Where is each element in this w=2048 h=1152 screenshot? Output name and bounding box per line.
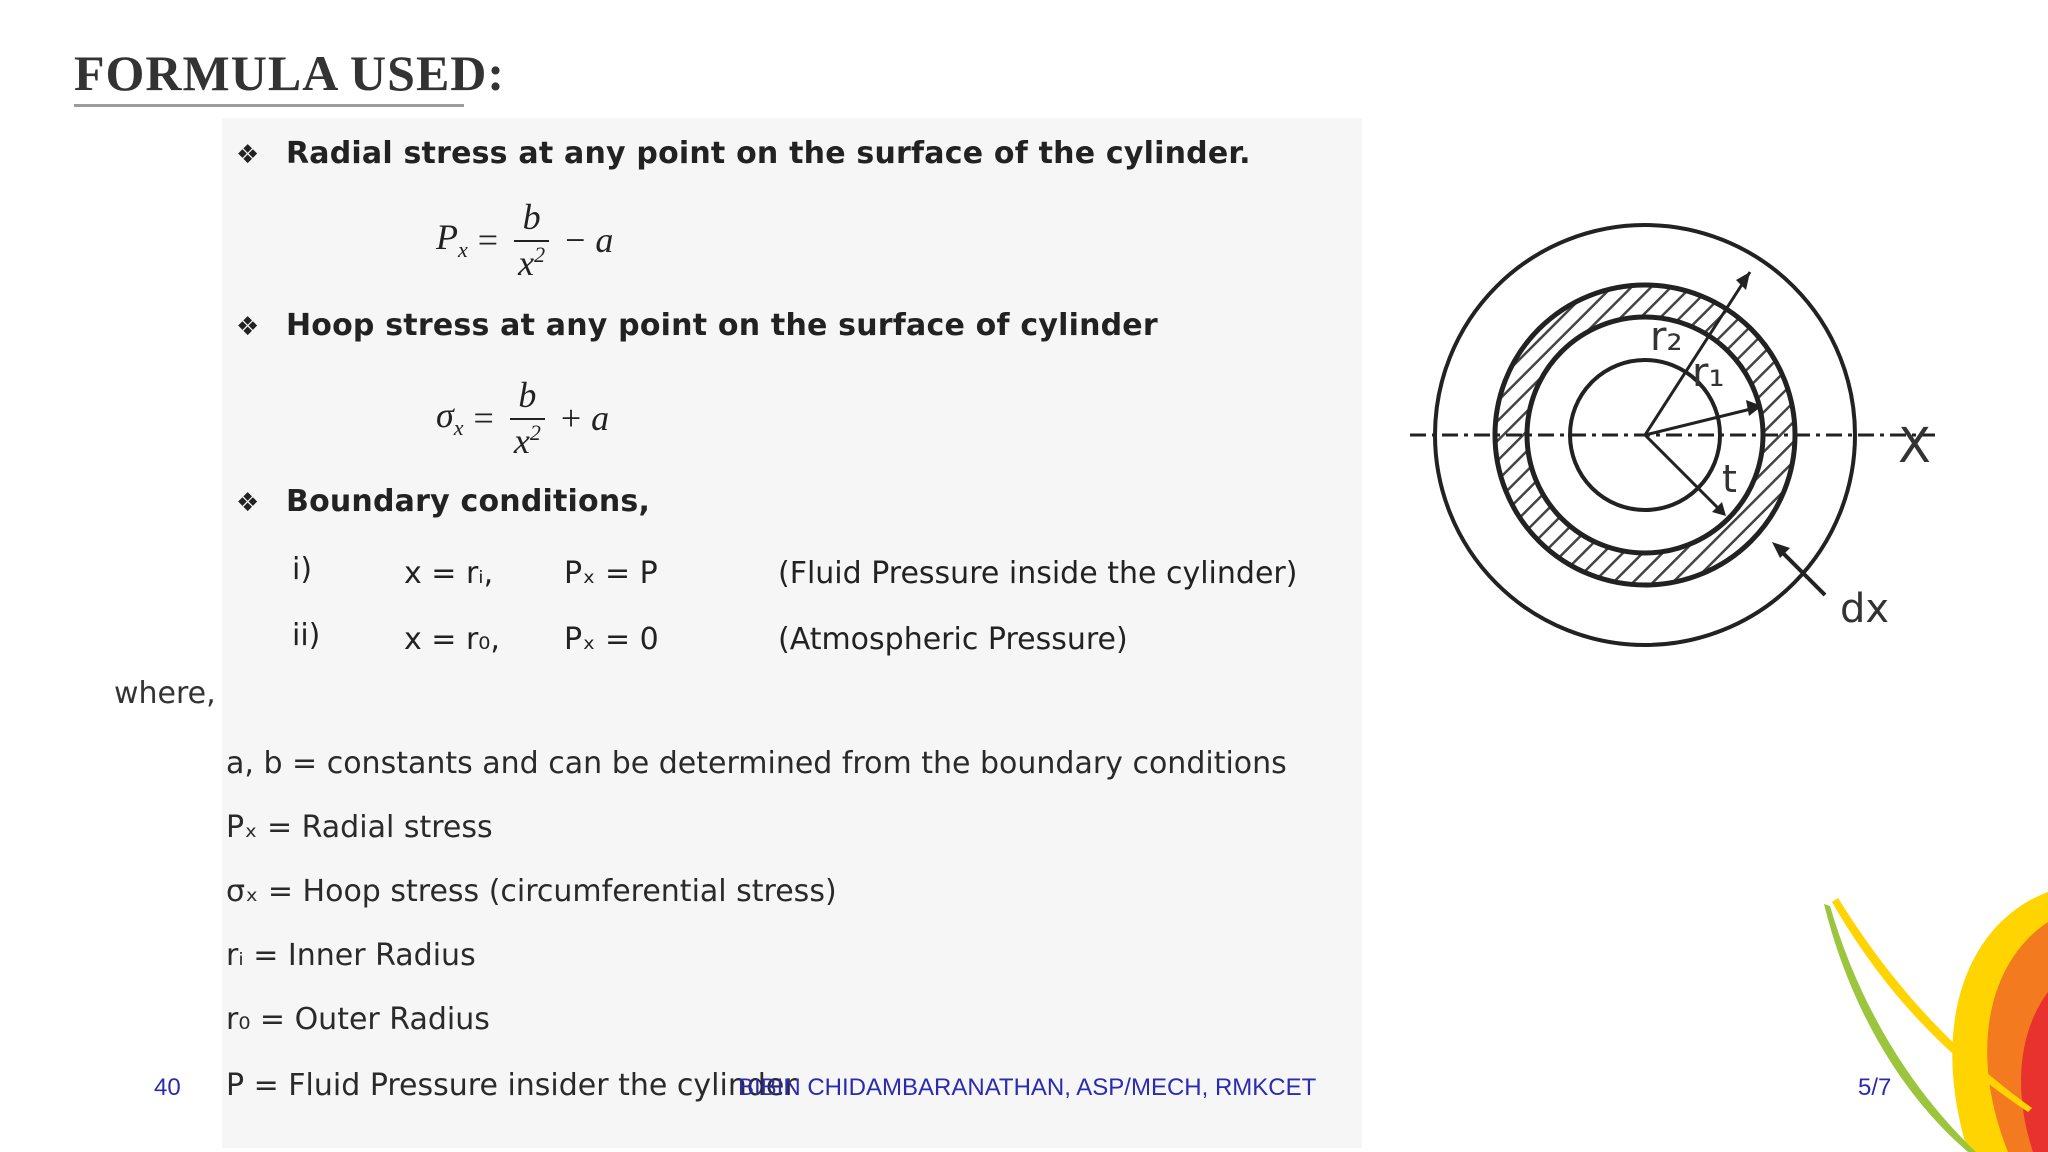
title-underline xyxy=(74,104,464,107)
bullet-hoop-text: Hoop stress at any point on the surface of cylinder xyxy=(286,308,1158,343)
condition-1-p: Pₓ = P xyxy=(564,556,658,591)
hoop-stress-formula: $\sigma_x$ = $\frac{b}{x^2}$ + a xyxy=(436,375,610,461)
where-label: where, xyxy=(114,676,216,711)
definition-hoop: σₓ = Hoop stress (circumferential stress) xyxy=(226,874,837,909)
bullet-boundary-conditions xyxy=(236,484,650,519)
bullet-boundary-text: Boundary conditions, xyxy=(286,484,651,519)
label-dx: dx xyxy=(1840,586,1890,632)
condition-1-index: i) xyxy=(292,552,313,587)
bullet-hoop-stress xyxy=(236,308,1158,343)
label-t: t xyxy=(1722,457,1737,501)
formula-fraction: $\frac{b}{x^2}$ xyxy=(514,196,549,284)
condition-1-note: (Fluid Pressure inside the cylinder) xyxy=(778,556,1298,591)
definition-inner-radius: rᵢ = Inner Radius xyxy=(226,938,476,973)
condition-1-x: x = rᵢ, xyxy=(404,556,494,591)
definition-constants: a, b = constants and can be determined from the boundary conditions xyxy=(226,746,1287,781)
footer-page-number: 40 xyxy=(154,1074,181,1101)
definition-outer-radius: r₀ = Outer Radius xyxy=(226,1002,490,1037)
page-title: FORMULA USED: xyxy=(74,45,506,101)
condition-2-p: Pₓ = 0 xyxy=(564,622,659,657)
bullet-radial-text: Radial stress at any point on the surface of the cylinder. xyxy=(286,136,1251,171)
definition-fluid-pressure: P = Fluid Pressure insider the cylinder xyxy=(226,1068,797,1103)
definition-radial: Pₓ = Radial stress xyxy=(226,810,493,845)
condition-2-x: x = r₀, xyxy=(404,622,500,657)
bullet-radial-stress xyxy=(236,136,1251,171)
radial-stress-formula: $P_x$ = $\frac{b}{x^2}$ − a xyxy=(436,197,614,283)
footer-slide-ref: 5/7 xyxy=(1858,1074,1892,1101)
condition-2-note: (Atmospheric Pressure) xyxy=(778,622,1128,657)
formula-lhs: $\sigma_x$ xyxy=(436,395,464,441)
formula-fraction: $\frac{b}{x^2}$ xyxy=(510,374,545,462)
label-r1: r₁ xyxy=(1692,350,1725,396)
diamond-bullet-icon: ❖ xyxy=(236,488,260,518)
cylinder-cross-section-diagram xyxy=(1400,200,1960,660)
label-r2: r₂ xyxy=(1650,314,1683,360)
label-x: X xyxy=(1898,418,1931,474)
formula-lhs: $P_x$ xyxy=(436,217,468,263)
r2-arrowhead xyxy=(1736,272,1750,290)
decorative-swoosh xyxy=(1818,882,2048,1152)
diamond-bullet-icon: ❖ xyxy=(236,312,260,342)
condition-2-index: ii) xyxy=(292,618,321,653)
diamond-bullet-icon: ❖ xyxy=(236,140,260,170)
footer-author: BIBIN CHIDAMBARANATHAN, ASP/MECH, RMKCET xyxy=(738,1074,1317,1101)
